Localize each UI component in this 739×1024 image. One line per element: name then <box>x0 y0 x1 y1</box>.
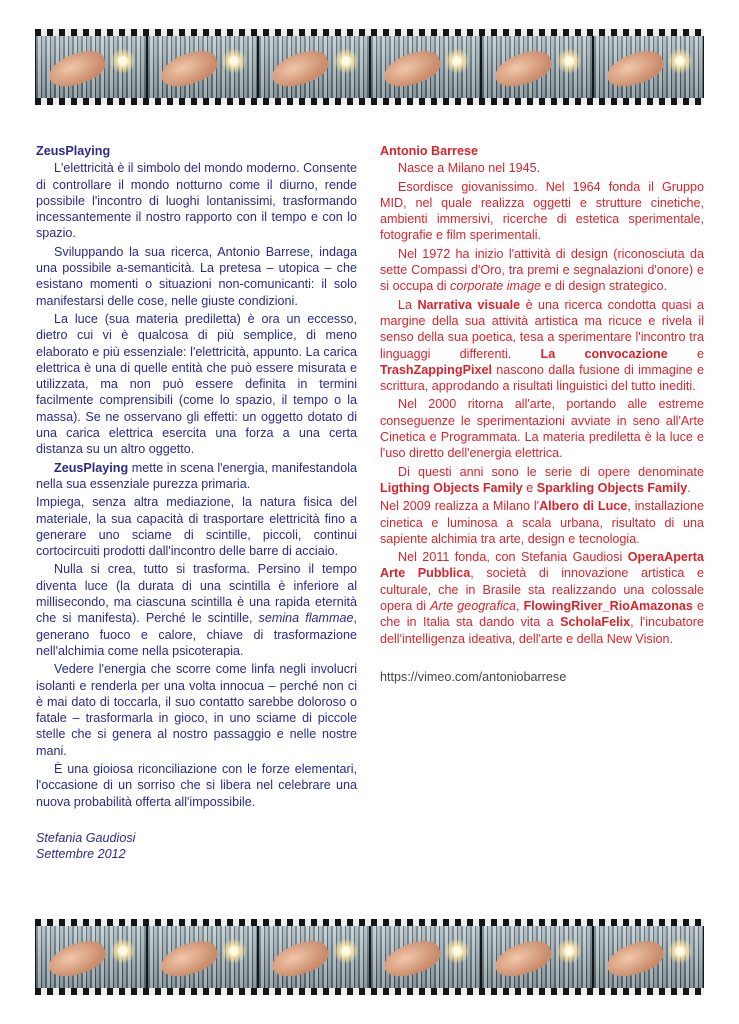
paragraph: Esordisce giovanissimo. Nel 1964 fonda il Gruppo MID, nel quale realizza oggetti e strutture cinetiche, ambienti immersivi, ricerche di estetica sperimentale, fotografie e film sperimentali. <box>380 179 704 243</box>
paragraph: Nel 2009 realizza a Milano l'Albero di Luce, installazione cinetica e luminosa a scala urbana, risultato di una sapiente alchimia tra arte, design e tecnologia. <box>380 499 705 546</box>
film-frame <box>259 926 369 988</box>
spark-image <box>221 48 247 74</box>
film-frame <box>594 926 704 988</box>
spark-image <box>444 48 470 74</box>
film-perforation <box>35 919 704 926</box>
film-frame <box>482 926 592 988</box>
barrese-heading: Antonio Barrese <box>380 144 478 158</box>
signature-name: Stefania Gaudiosi <box>36 830 136 845</box>
signature-date: Settembre 2012 <box>36 846 126 861</box>
film-frame <box>36 36 146 98</box>
paragraph: La luce (sua materia prediletta) è ora un eccesso, dietro cui vi è qualcosa di più semplice, di meno elaborato e più essenziale: l'elettricità, appunto. La carica elettrica è una di quelle entità che può essere misurata e utilizzata, ma non può essere definita in termini facilmente comprensibili (come lo spazio, il tempo o la massa). Se ne osservano gli effetti: un oggetto dotato di una carica elettrica esercita una forza a una certa distanza su un altro oggetto. <box>36 311 357 457</box>
spark-image <box>110 48 136 74</box>
filmstrip-bottom <box>35 919 704 995</box>
film-frame <box>594 36 704 98</box>
paragraph: ZeusPlaying mette in scena l'energia, manifestandola nella sua essenziale purezza primaria. <box>36 460 357 491</box>
paragraph: La Narrativa visuale è una ricerca condotta quasi a margine della sua attività artistica ma ricuce e rivela il senso della sua poetica, tesa a sperimentare l'incontro tra linguaggi differenti. La convocazione e TrashZappingPixel nascono dalla fusione di immagine e scrittura, approdando a risultati linguistici del tutto inediti. <box>380 297 704 394</box>
paragraph: Sviluppando la sua ricerca, Antonio Barrese, indaga una possibile a-semanticità. La pretesa – utopica – che esistano momenti o situazioni non-comunicanti: il solo manifestarsi delle cose, nelle giuste condizioni. <box>36 244 357 308</box>
paragraph: Nasce a Milano nel 1945. <box>398 161 541 176</box>
spark-image <box>333 938 359 964</box>
film-frame <box>259 36 369 98</box>
spark-image <box>667 938 693 964</box>
film-frames <box>35 926 704 988</box>
paragraph: Impiega, senza altra mediazione, la natura fisica del materiale, la sua capacità di trasportare elettricità fino a generare uno sciame di scintille, piccoli, continui cortocircuiti prodotti dall'incontro delle barre di acciaio. <box>36 495 357 559</box>
film-frame <box>148 36 258 98</box>
semina-flammae-italic: semina flammae <box>258 611 354 626</box>
paragraph: Nel 1972 ha inizio l'attività di design (riconosciuta da sette Compassi d'Oro, tra premi e segnalazioni d'onore) e si occupa di corporate image e di design strategico. <box>380 246 704 294</box>
film-frame <box>371 926 481 988</box>
paragraph: Vedere l'energia che scorre come linfa negli involucri isolanti e renderla per una volta innocua – perché non ci è mai dato di toccarla, il suo contatto sarebbe doloroso o fatale – trasformarla in gioco, in uno sciame di piccole stelle che si genera al nostro passaggio e nelle nostre mani. <box>36 662 357 758</box>
spark-image <box>110 938 136 964</box>
film-perforation <box>35 98 704 105</box>
film-frames <box>35 36 704 98</box>
spark-image <box>556 938 582 964</box>
filmstrip-top <box>35 29 704 105</box>
film-perforation <box>35 988 704 995</box>
spark-image <box>444 938 470 964</box>
zeusplaying-column <box>36 143 357 862</box>
paragraph: Di questi anni sono le serie di opere denominate Ligthing Objects Family e Sparkling Objects Family. <box>380 464 704 495</box>
film-perforation <box>35 29 704 36</box>
signature <box>36 830 357 862</box>
zeusplaying-heading: ZeusPlaying <box>36 144 111 158</box>
spark-image <box>667 48 693 74</box>
paragraph: È una gioiosa riconciliazione con le forze elementari, l'occasione di un sorriso che si libera nel celebrare una nuova probabilità offerta all'impossibile. <box>36 761 357 809</box>
spark-image <box>556 48 582 74</box>
zeusplaying-bold: ZeusPlaying <box>54 460 129 475</box>
film-frame <box>148 926 258 988</box>
spark-image <box>221 938 247 964</box>
film-frame <box>371 36 481 98</box>
barrese-column <box>380 143 704 685</box>
spark-image <box>333 48 359 74</box>
vimeo-link[interactable]: https://vimeo.com/antoniobarrese <box>380 669 567 684</box>
paragraph: Nel 2000 ritorna all'arte, portando alle estreme conseguenze le sperimentazioni avviate in seno all'Arte Cinetica e Programmata. La materia prediletta è la luce e l'uso diretto dell'energia elettrica. <box>380 397 704 461</box>
film-frame <box>482 36 592 98</box>
film-frame <box>36 926 146 988</box>
paragraph: Nulla si crea, tutto si trasforma. Persino il tempo diventa luce (la durata di una scintilla è inferiore al millisecondo, ma ciascuna scintilla è una rapida eternità che si manifesta). Perché le scintille, semina flammae, generano fuoco e calore, chiave di trasformazione nell'alchimia come nella psicoterapia. <box>36 562 357 658</box>
paragraph: Nel 2011 fonda, con Stefania Gaudiosi OperaAperta Arte Pubblica, società di innovazione artistica e culturale, che in Brasile sta realizzando una colossale opera di Arte geografica, FlowingRiver_RioAmazonas e che in Italia sta dando vita a ScholaFelix, l'incubatore dell'intelligenza ideativa, dell'arte e della New Vision. <box>380 550 705 646</box>
paragraph: L'elettricità è il simbolo del mondo moderno. Consente di controllare il mondo notturno come il diurno, rende possibile l'incontro di luoghi lontanissimi, trasformando incessantemente il nostro rapporto con il tempo e con lo spazio. <box>36 161 357 241</box>
